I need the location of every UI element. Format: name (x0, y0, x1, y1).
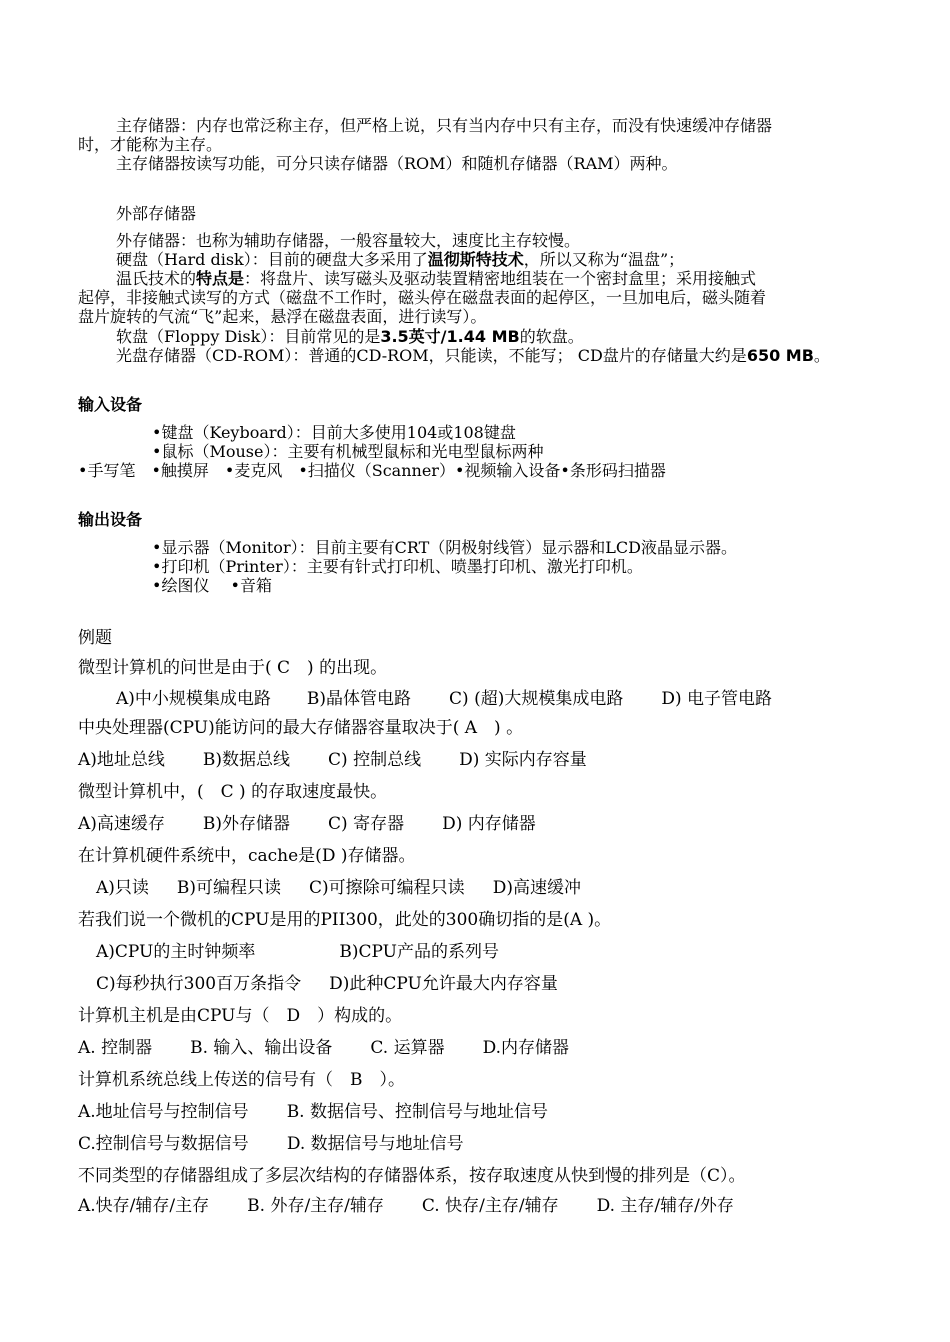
q7-option-a: A.地址信号与控制信号 (78, 1102, 249, 1122)
q1-option-a: A)中小规模集成电路 (116, 689, 271, 709)
question-7-options-row-2 (78, 1134, 464, 1154)
q3-option-c: C) 寄存器 (328, 814, 405, 834)
main-storage-line-2: 时，才能称为主存。 (78, 135, 223, 154)
output-other-items: •绘图仪 •音箱 (152, 576, 272, 595)
q3-option-b: B)外存储器 (202, 814, 291, 834)
q5-option-c: C)每秒执行300百万条指令 (96, 974, 302, 994)
q6-option-d: D.内存储器 (482, 1038, 570, 1058)
q1-option-b: B)晶体管电路 (306, 689, 412, 709)
question-6: 计算机主机是由CPU与（ D ）构成的。 (78, 1006, 403, 1026)
input-other-items: •手写笔 •触摸屏 •麦克风 •扫描仪（Scanner）•视频输入设备•条形码扫描器 (78, 461, 666, 480)
input-mouse-item: •鼠标（Mouse）：主要有机械型鼠标和光电型鼠标两种 (152, 442, 544, 461)
q2-option-b: B)数据总线 (202, 750, 291, 770)
q8-option-a: A.快存/辅存/主存 (78, 1196, 210, 1216)
input-keyboard-item: •键盘（Keyboard）：目前大多使用104或108键盘 (152, 423, 516, 442)
question-7: 计算机系统总线上传送的信号有（ B ）。 (78, 1070, 405, 1090)
question-4-options (96, 878, 581, 898)
question-7-options-row-1 (78, 1102, 548, 1122)
q8-option-c: C. 快存/主存/辅存 (421, 1196, 559, 1216)
question-5-options-row-2 (96, 974, 558, 994)
q1-option-c: C) (超)大规模集成电路 (449, 689, 624, 709)
q2-option-a: A)地址总线 (78, 750, 165, 770)
q4-option-a: A)只读 (96, 878, 149, 898)
question-3-options (78, 814, 536, 834)
q5-option-b: B)CPU产品的系列号 (339, 942, 499, 962)
question-8-options (78, 1196, 734, 1216)
q5-option-d: D)此种CPU允许最大内存容量 (329, 974, 558, 994)
q7-option-d: D. 数据信号与地址信号 (286, 1134, 464, 1154)
q4-option-d: D)高速缓冲 (492, 878, 581, 898)
winchester-text-pre: 温氏技术的 (116, 269, 197, 288)
cdrom-text-pre: 光盘存储器（CD-ROM）：普通的CD-ROM，只能读，不能写； CD盘片的存储量大约是 (116, 346, 747, 365)
q8-option-d: D. 主存/辅存/外存 (596, 1196, 734, 1216)
q7-option-c: C.控制信号与数据信号 (78, 1134, 249, 1154)
winchester-bold: 特点是 (196, 269, 245, 288)
question-5: 若我们说一个微机的CPU是用的PII300，此处的300确切指的是(A )。 (78, 910, 612, 930)
external-storage-line: 外存储器：也称为辅助存储器，一般容量较大，速度比主存较慢。 (116, 231, 581, 250)
floppy-text-post: 的软盘。 (519, 327, 584, 346)
q6-option-a: A. 控制器 (78, 1038, 153, 1058)
question-2: 中央处理器(CPU)能访问的最大存储器容量取决于( A ) 。 (78, 718, 524, 738)
main-storage-line-3: 主存储器按读写功能，可分只读存储器（ROM）和随机存储器（RAM）两种。 (116, 154, 678, 173)
winchester-line-1 (116, 270, 756, 288)
output-printer-item: •打印机（Printer）：主要有针式打印机、喷墨打印机、激光打印机。 (152, 557, 643, 576)
question-8: 不同类型的存储器组成了多层次结构的存储器体系，按存取速度从快到慢的排列是（C）。 (78, 1166, 746, 1186)
q5-option-a: A)CPU的主时钟频率 (96, 942, 256, 962)
hard-disk-text-post: ，所以又称为“温盘”； (523, 250, 685, 269)
floppy-line (116, 328, 584, 346)
question-6-options (78, 1038, 569, 1058)
floppy-bold: 3.5英寸/1.44 MB (380, 327, 520, 346)
q6-option-b: B. 输入、输出设备 (190, 1038, 333, 1058)
hard-disk-text-pre: 硬盘（Hard disk）：目前的硬盘大多采用了 (116, 250, 428, 269)
q4-option-b: B)可编程只读 (176, 878, 282, 898)
winchester-line-3: 盘片旋转的气流“飞”起来，悬浮在磁盘表面，进行读写）。 (78, 307, 487, 326)
q3-option-d: D) 内存储器 (442, 814, 536, 834)
winchester-text-post: ：将盘片、读写磁头及驱动装置精密地组装在一个密封盒里；采用接触式 (244, 269, 757, 288)
winchester-line-2: 起停，非接触式读写的方式（磁盘不工作时，磁头停在磁盘表面的起停区，一旦加电后，磁头随着 (78, 288, 767, 307)
question-2-options (78, 750, 587, 770)
floppy-text-pre: 软盘（Floppy Disk）：目前常见的是 (116, 327, 381, 346)
cdrom-text-post: 。 (813, 346, 830, 365)
q4-option-c: C)可擦除可编程只读 (309, 878, 465, 898)
cdrom-bold: 650 MB (746, 346, 814, 365)
q2-option-d: D) 实际内存容量 (459, 750, 587, 770)
cdrom-line (116, 347, 830, 365)
hard-disk-line (116, 251, 684, 269)
input-devices-heading: 输入设备 (78, 395, 143, 414)
hard-disk-bold: 温彻斯特技术 (427, 250, 524, 269)
question-1: 微型计算机的问世是由于( C ) 的出现。 (78, 658, 388, 678)
q7-option-b: B. 数据信号、控制信号与地址信号 (286, 1102, 548, 1122)
main-storage-line-1: 主存储器：内存也常泛称主存，但严格上说，只有当内存中只有主存，而没有快速缓冲存储器 (116, 116, 773, 135)
external-storage-title: 外部存储器 (116, 204, 197, 223)
q6-option-c: C. 运算器 (370, 1038, 445, 1058)
question-3: 微型计算机中，( C ) 的存取速度最快。 (78, 782, 388, 802)
examples-title: 例题 (78, 628, 112, 648)
output-devices-heading: 输出设备 (78, 510, 143, 529)
q1-option-d: D) 电子管电路 (661, 689, 773, 709)
output-monitor-item: •显示器（Monitor）：目前主要有CRT（阴极射线管）显示器和LCD液晶显示器。 (152, 538, 737, 557)
q3-option-a: A)高速缓存 (78, 814, 165, 834)
question-1-options (116, 689, 772, 709)
q2-option-c: C) 控制总线 (328, 750, 422, 770)
question-4: 在计算机硬件系统中，cache是(D )存储器。 (78, 846, 416, 866)
q8-option-b: B. 外存/主存/辅存 (247, 1196, 384, 1216)
question-5-options-row-1 (96, 942, 499, 962)
